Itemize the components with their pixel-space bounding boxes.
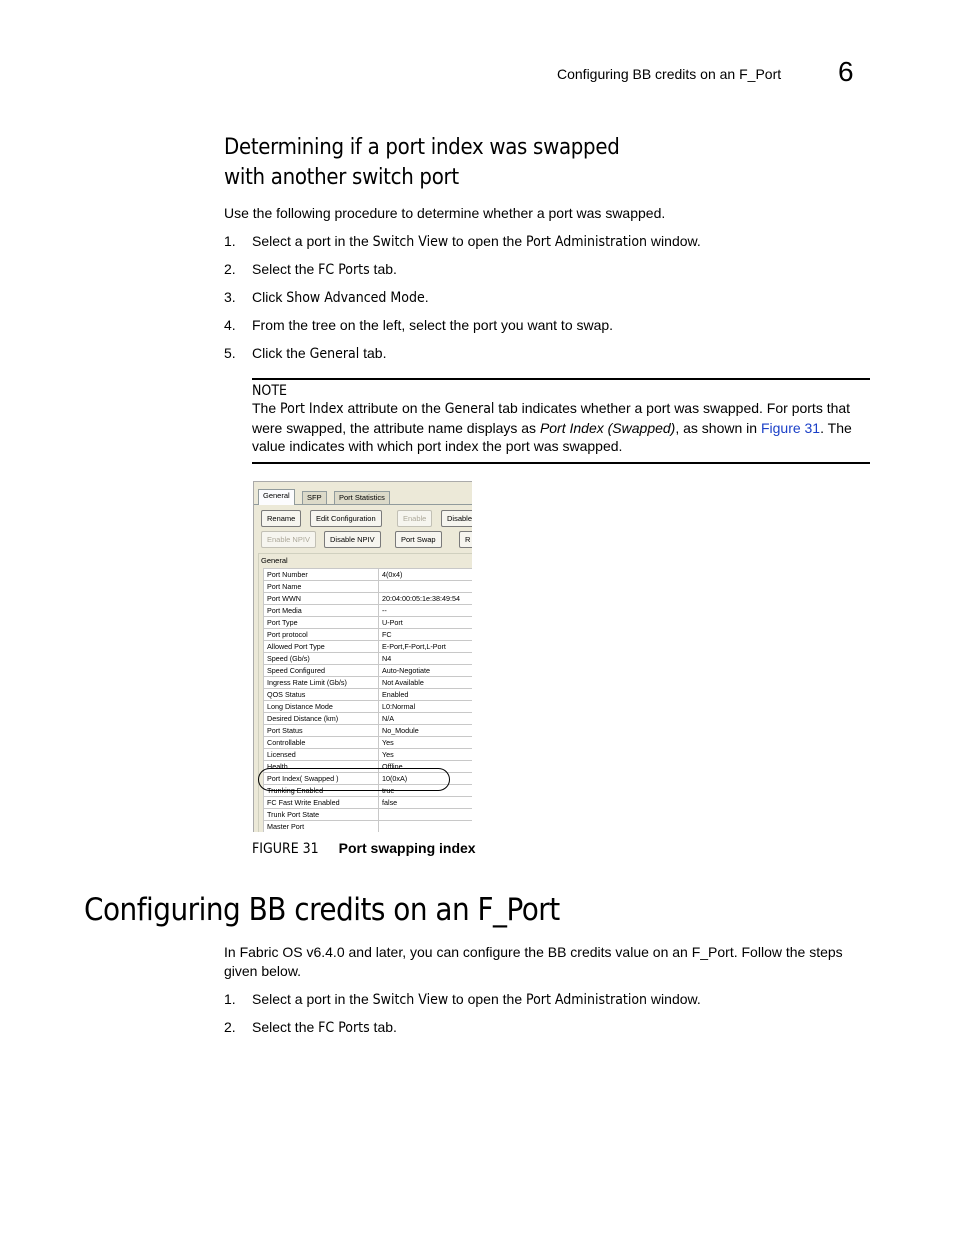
step-text: window. [647,991,701,1007]
attribute-name: Desired Distance (km) [264,713,379,725]
ui-term: Switch View [372,234,449,250]
attribute-value: Auto-Negotiate [379,665,473,677]
step-3 [224,288,236,307]
step-2-text [252,260,397,280]
table-row[interactable] [264,617,473,629]
attribute-name: Trunk Port State [264,809,379,821]
attribute-name: Port Number [264,569,379,581]
table-row[interactable] [264,725,473,737]
step-1-text [252,232,701,252]
note-run: . The value indicates with which port index the port was swapped. [252,419,852,454]
attribute-value: 10(0xA) [379,773,473,785]
step-text: Click the [252,345,310,361]
attribute-value: FC [379,629,473,641]
attribute-value: Enabled [379,689,473,701]
enable-button[interactable]: Enable [397,510,432,527]
attribute-name: Port Status [264,725,379,737]
step-number: 1. [224,991,236,1007]
truncated-button[interactable]: R [459,531,472,548]
step-text: Select a port in the [252,233,373,249]
section-title [224,133,619,193]
attribute-value: U-Port [379,617,473,629]
step-text: to open the [448,233,526,249]
attribute-name: Port Index( Swapped ) [264,773,379,785]
step-text: Click [252,289,287,305]
table-row[interactable] [264,821,473,833]
step-text: . [424,289,429,305]
table-row[interactable] [264,629,473,641]
rename-button[interactable]: Rename [261,510,301,527]
table-row[interactable] [264,677,473,689]
s2-step-1 [224,990,236,1009]
note-italic: Port Index (Swapped) [539,419,676,436]
figure-link[interactable]: Figure 31 [760,419,821,436]
step-number: 2. [224,261,236,277]
table-row[interactable] [264,665,473,677]
attribute-value: Yes [379,737,473,749]
step-number: 1. [224,233,236,249]
group-label: General [261,556,288,565]
attribute-value: true [379,785,473,797]
table-row[interactable] [264,689,473,701]
ui-term: FC Ports [318,1020,370,1036]
ui-term: Show Advanced Mode [286,290,425,306]
attribute-name: Port protocol [264,629,379,641]
step-text: Select the [252,261,319,277]
step-text: window. [647,233,701,249]
step-number: 2. [224,1019,236,1035]
ui-term: Port Index [280,401,344,417]
step-3-text [252,288,429,308]
ui-term: FC Ports [318,262,370,278]
table-row[interactable] [264,569,473,581]
step-text: to open the [448,991,526,1007]
s2-step-2 [224,1018,236,1037]
step-number: 3. [224,289,236,305]
table-row[interactable] [264,749,473,761]
attribute-value [379,809,473,821]
attribute-name: QOS Status [264,689,379,701]
attribute-name: Port Media [264,605,379,617]
step-text: Select the [252,1019,319,1035]
attribute-value: E-Port,F-Port,L-Port [379,641,473,653]
s2-step-1-text [252,990,701,1010]
attribute-name: Speed (Gb/s) [264,653,379,665]
attribute-value: L0:Normal [379,701,473,713]
attribute-name: Allowed Port Type [264,641,379,653]
attribute-name: Speed Configured [264,665,379,677]
note-run: , as shown in [675,419,761,436]
attribute-value: Yes [379,749,473,761]
attribute-name: Master Port [264,821,379,833]
table-row[interactable] [264,605,473,617]
s2-step-2-text [252,1018,397,1038]
section-title-line2: with another switch port [224,165,459,190]
attribute-name: Licensed [264,749,379,761]
attribute-name: Port WWN [264,593,379,605]
ui-term: Port Administration [526,992,648,1008]
attribute-value: 4(0x4) [379,569,473,581]
step-5 [224,344,236,363]
note-run: attribute on the [343,400,445,416]
step-text: tab. [369,261,397,277]
step-text: tab. [369,1019,397,1035]
attribute-value [379,821,473,833]
chapter-number: 6 [838,56,854,87]
heading-configuring-bb-credits: Configuring BB credits on an F_Port [84,892,560,928]
ui-term: General [444,401,495,417]
note-text [252,399,870,456]
table-row[interactable] [264,809,473,821]
step-2 [224,260,236,279]
step-1 [224,232,236,251]
step-number: 5. [224,345,236,361]
attribute-value: 20:04:00:05:1e:38:49:54 [379,593,473,605]
port-swap-button[interactable]: Port Swap [395,531,442,548]
attribute-value: N/A [379,713,473,725]
attribute-name: FC Fast Write Enabled [264,797,379,809]
attribute-value: -- [379,605,473,617]
table-row[interactable] [264,593,473,605]
figure-title: Port swapping index [338,840,476,856]
running-header-title: Configuring BB credits on an F_Port [557,66,782,82]
step-5-text [252,344,386,364]
table-row[interactable] [264,641,473,653]
table-row[interactable] [264,713,473,725]
step-number: 4. [224,317,236,333]
port-admin-screenshot [253,481,472,832]
attribute-name: Health [264,761,379,773]
disable-npiv-button[interactable]: Disable NPIV [324,531,381,548]
highlight-circle [258,768,450,791]
attribute-value: No_Module [379,725,473,737]
table-row[interactable] [264,581,473,593]
table-row[interactable] [264,701,473,713]
tab-general[interactable]: General [258,489,295,505]
attribute-name: Trunking Enabled [264,785,379,797]
step-text: tab. [359,345,387,361]
attribute-value: Offline [379,761,473,773]
intro-paragraph: Use the following procedure to determine whether a port was swapped. [224,205,666,221]
figure-caption [252,840,476,857]
step-text: Select a port in the [252,991,373,1007]
attribute-value: Not Available [379,677,473,689]
table-row[interactable] [264,737,473,749]
attributes-table [263,568,472,832]
disable-button[interactable]: Disable [441,510,472,527]
tab-port-statistics[interactable]: Port Statistics [334,491,390,504]
attribute-name: Long Distance Mode [264,701,379,713]
section2-intro: In Fabric OS v6.4.0 and later, you can configure the BB credits value on an F_Port. Follow the steps given below. [224,944,843,979]
edit-configuration-button[interactable]: Edit Configuration [310,510,382,527]
ui-term: General [309,346,360,362]
tab-sfp[interactable]: SFP [302,491,327,504]
table-row[interactable] [264,797,473,809]
attribute-value [379,581,473,593]
ui-term: Switch View [372,992,449,1008]
table-row[interactable] [264,653,473,665]
note-run: tab indicates whether a port was swapped. For ports that were swapped, the attribute name displays as [252,400,851,436]
attribute-name: Port Type [264,617,379,629]
attribute-name: Ingress Rate Limit (Gb/s) [264,677,379,689]
attribute-value: N4 [379,653,473,665]
attribute-name: Port Name [264,581,379,593]
note-run: The [252,400,281,416]
note-box [252,378,870,464]
attribute-name: Controllable [264,737,379,749]
enable-npiv-button[interactable]: Enable NPIV [261,531,316,548]
figure-label: FIGURE 31 [252,841,319,857]
attribute-value: false [379,797,473,809]
step-4 [224,316,236,335]
ui-term: Port Administration [526,234,648,250]
note-label: NOTE [252,383,287,399]
section-title-line1: Determining if a port index was swapped [224,135,620,160]
step-4-text: From the tree on the left, select the port you want to swap. [252,317,614,333]
tab-bar [254,490,472,505]
